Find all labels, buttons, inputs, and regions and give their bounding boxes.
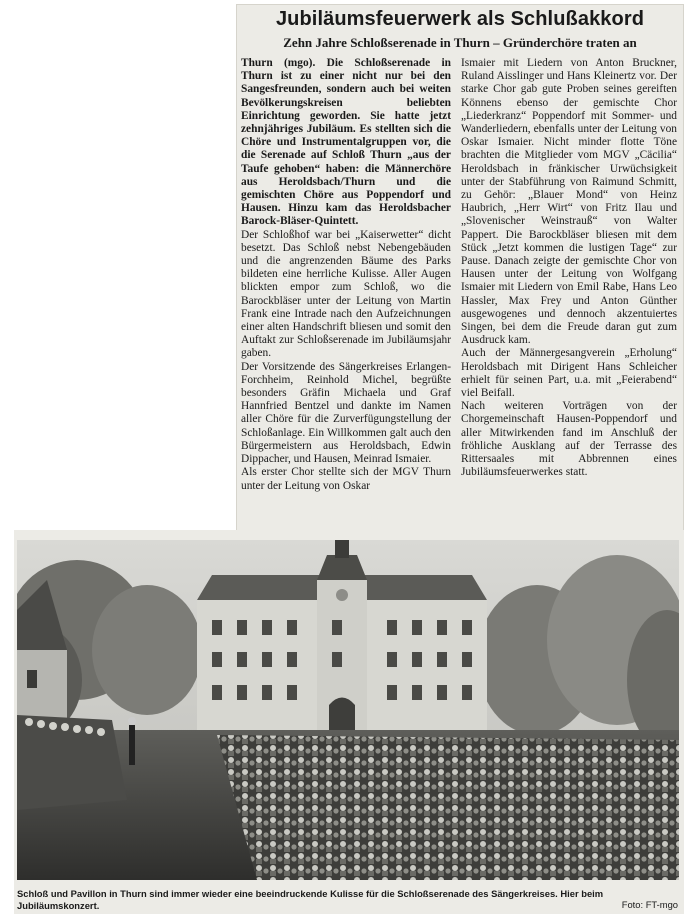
article-subheadline: Zehn Jahre Schloßserenade in Thurn – Gründerchöre traten an [283,35,637,50]
lead-text: Die Schloßserenade in Thurn ist zu einer nicht nur bei den Sangesfreunden, sondern auch bei weiten Bevölkerungskreisen beliebten Einrichtung geworden. Sie hatte jetzt zehnjähriges Jubiläum. Es stellten sich die Chöre und Instrumentalgruppen vor, die die Serenade auf Schloß Thurn „aus der Taufe gehoben“ haben: die Männerchöre aus Heroldsbach/Thurn und die gemischten Chöre aus Poppendorf und Hausen. Hinzu kam das Heroldsbacher Barock-Bläser-Quintett. [241,57,451,228]
photo-credit: Foto: FT-mgo [621,899,678,910]
byline: Thurn (mgo). [241,57,316,69]
concert-photo [17,540,679,880]
body-paragraph: Ismaier mit Liedern von Anton Bruckner, Ruland Aisslinger und Hans Kleinertz vor. Der starke Chor gab gute Proben seines gereiften Könnens ebenso der gemischte Chor „Liederkranz“ Poppendorf mit Sommer- und Wanderliedern, ebenfalls unter der Leitung von Oskar Ismaier. Nicht minder flotte Töne brachten die Mitglieder vom MGV „Cäcilia“ Heroldsbach in fränkischer Urwüchsigkeit unter der Stabführung von Raimund Schmitt, zu Gehör: „Blauer Mond“ von Heinz Haubrich, „Herr Wirt“ von Fritz Ilau und „Slovenischer Weinstrauß“ von Walter Pappert. Die Barockbläser bliesen mit dem Stück „Jetzt kommen die lustigen Tage“ zur Pause. Danach zeigte der gemischte Chor von Hausen unter der Leitung von Wolfgang Ismaier mit Liedern von Emil Rabe, Hans Leo Hassler, Max Frey und Anton Günther ausgewogenes und dennoch akzentuiertes Singen, bei dem die Freude daran gut zum Ausdruck kam. [461,57,677,347]
body-paragraph: Als erster Chor stellte sich der MGV Thurn unter der Leitung von Oskar [241,466,451,492]
article-column-1 [241,57,451,493]
body-paragraph: Der Vorsitzende des Sängerkreises Erlangen-Forchheim, Reinhold Michel, begrüßte besonders Gräfin Michaela und Graf Hannfried Bentzel und dankte im Namen aller Chöre für die Zurverfügungstellung der Schloßanlage. Ein Willkommen galt auch den Bürgermeistern aus Heroldsbach, Edwin Dippacher, und Hausen, Meinrad Ismaier. [241,360,451,466]
body-paragraph: Auch der Männergesangverein „Erholung“ Heroldsbach mit Dirigent Hans Schleicher erhielt für seinen Part, u.a. mit „Feierabend“ viel Beifall. [461,347,677,400]
lead-paragraph [241,57,451,229]
article-column-2 [461,57,677,480]
choir-group [17,715,127,810]
photo-caption: Schloß und Pavillon in Thurn sind immer wieder eine beeindruckende Kulisse für die Schloßserenade des Sängerkreises. Hier beim Jubiläumskonzert. [17,888,604,911]
castle-concert-illustration [17,540,679,880]
audience-crowd [217,735,679,880]
conductor-figure [129,725,135,765]
body-paragraph: Nach weiteren Vorträgen von der Chorgemeinschaft Hausen-Poppendorf und aller Mitwirkenden fand im Anschluß der fröhliche Ausklang auf der Terrasse des Rittersaales mit Abbrennen eines Jubiläumsfeuerwerkes statt. [461,400,677,479]
body-paragraph: Der Schloßhof war bei „Kaiserwetter“ dicht besetzt. Das Schloß nebst Nebengebäuden und die angrenzenden Bäume des Parks bildeten eine herrliche Kulisse. Aller Augen blickten empor zum Schloß, wo die Barockbläser unter der Leitung von Martin Frank eine Intrade nach den Aufzeichnungen einer alten Handschrift bliesen und somit den Auftakt zur Schloßserenade im Jubiläumsjahr gaben. [241,228,451,360]
article-headline: Jubiläumsfeuerwerk als Schlußakkord [275,8,645,30]
